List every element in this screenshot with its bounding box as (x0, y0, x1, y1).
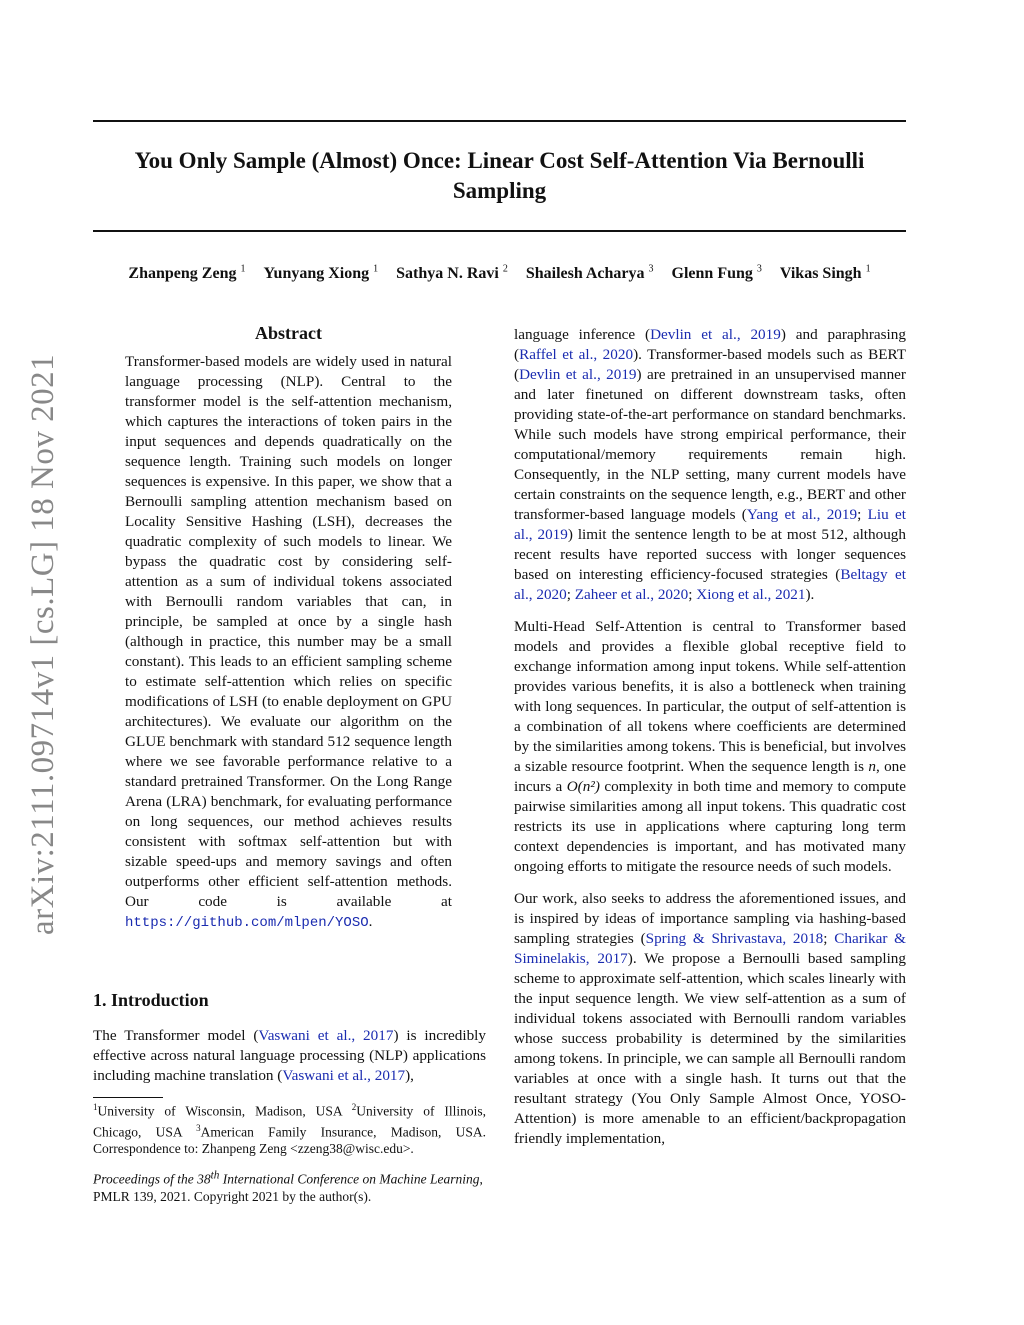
citation-link[interactable]: Devlin et al., 2019 (650, 326, 781, 343)
citation-link[interactable]: Vaswani et al., 2017 (282, 1067, 406, 1084)
citation-link[interactable]: Raffel et al., 2020 (519, 346, 634, 363)
arxiv-identifier: arXiv:2111.09714v1 [cs.LG] 18 Nov 2021 (25, 353, 61, 935)
citation-link[interactable]: Xiong et al., 2021 (696, 586, 806, 603)
citation-link[interactable]: Spring & Shrivastava, 2018 (645, 930, 824, 947)
body-paragraph: Multi-Head Self-Attention is central to Transformer based models and provides a flexible global receptive field to exchange information among input tokens. While self-attention provides various benefits, it is also a bottleneck when training with long sequences. In particular, the output of self-attention is a combination of all tokens where coefficients are determined by the similarities among tokens. This is beneficial, but involves a sizable resource footprint. When the sequence length is n, one incurs a O(n²) complexity in both time and memory to compute pairwise similarities among all input tokens. This quadratic cost restricts its use in applications where capturing long term context dependencies is important, and has motivated many ongoing efforts to mitigate the resource needs of such models. (514, 618, 907, 875)
abstract-section (125, 320, 452, 933)
author: Yunyang Xiong $^1$ (263, 264, 379, 283)
citation-link[interactable]: Liu et al., 2019 (514, 506, 906, 543)
math-symbol: n (868, 758, 876, 775)
author: Shailesh Acharya $^3$ (525, 264, 654, 283)
abstract-heading: Abstract (255, 323, 322, 343)
affiliation-footnote: $^1$University of Wisconsin, Madison, USA $^2$University of Illinois, Chicago, USA $^3$American Family Insurance, Madison, USA. Correspondence to: Zhanpeng Zeng <zzeng38@wisc.edu>. (93, 1102, 486, 1156)
proceedings-note: Proceedings of the 38th International Conference on Machine Learning, PMLR 139, 2021. Copyright 2021 by the author(s). (93, 1169, 483, 1204)
title-top-rule (93, 120, 906, 122)
introduction-paragraph: The Transformer model (Vaswani et al., 2017) is incredibly effective across natural language processing (NLP) applications including machine translation (Vaswani et al., 2017), (93, 1027, 486, 1084)
footnote-divider (93, 1097, 163, 1098)
author: Vikas Singh $^1$ (779, 264, 871, 283)
body-paragraph: Our work, also seeks to address the aforementioned issues, and is inspired by ideas of importance sampling via hashing-based sampling strategies (Spring & Shrivastava, 2018; Charikar & Siminelakis, 2017). We propose a Bernoulli based sampling scheme to approximate self-attention, which scales linearly with the input sequence length. We view self-attention as a sum of individual tokens associated with Bernoulli random variables whose success probability is determined by the similarities among tokens. In principle, we can sample all Bernoulli random variables at once with a single hash. It turns out that the resultant strategy (You Only Sample Almost Once, YOSO-Attention) is more amenable to an efficient/backpropagation friendly implementation, (514, 890, 906, 1147)
author: Glenn Fung $^3$ (671, 264, 762, 283)
right-column (514, 325, 906, 1161)
body-paragraph: language inference (Devlin et al., 2019) and paraphrasing (Raffel et al., 2020). Transformer-based models such as BERT (Devlin et al., 2019) are pretrained in an unsupervised manner and later finetuned on different downstream tasks, often providing state-of-the-art performance on standard benchmarks. While such models have strong empirical performance, their computational/memory requirements remain high. Consequently, in the NLP setting, many current models have certain constraints on the sequence length, e.g., BERT and other transformer-based language models (Yang et al., 2019; Liu et al., 2019) limit the sentence length to be at most 512, although recent results have reported success with longer sequences based on interesting efficiency-focused strategies (Beltagy et al., 2020; Zaheer et al., 2020; Xiong et al., 2021). (514, 326, 906, 603)
citation-link[interactable]: Zaheer et al., 2020 (574, 586, 689, 603)
math-expression: O(n²) (566, 778, 600, 795)
citation-link[interactable]: Beltagy et al., 2020 (514, 566, 906, 603)
abstract-text: Transformer-based models are widely used in natural language processing (NLP). Central to the transformer model is the self-attention mechanism, which captures the interactions of token pairs in the input sequences and depends quadratically on the sequence length. Training such models on longer sequences is expensive. In this paper, we show that a Bernoulli sampling attention mechanism based on Locality Sensitive Hashing (LSH), decreases the quadratic complexity of such models to linear. We bypass the quadratic cost by considering self-attention as a sum of individual tokens associated with Bernoulli random variables that can, in principle, be sampled at once by a single hash (although in practice, this number may be a small constant). This leads to an efficient sampling scheme to estimate self-attention which relies on specific modifications of LSH (to enable deployment on GPU architectures). We evaluate our algorithm on the GLUE benchmark with standard 512 sequence length where we see favorable performance relative to a standard pretrained Transformer. On the Long Range Arena (LRA) benchmark, for evaluating performance on long sequences, our method achieves results consistent with softmax self-attention but with sizable speed-ups and memory savings and often outperforms other efficient self-attention methods. Our code is available at https://github.com/mlpen/YOSO. (125, 353, 452, 931)
citation-link[interactable]: Yang et al., 2019 (746, 506, 858, 523)
author: Sathya N. Ravi $^2$ (396, 264, 508, 283)
author: Zhanpeng Zeng $^1$ (128, 264, 246, 283)
citation-link[interactable]: Devlin et al., 2019 (519, 366, 637, 383)
introduction-heading: 1. Introduction (93, 990, 209, 1010)
title-bottom-rule (93, 230, 906, 232)
paper-title: You Only Sample (Almost) Once: Linear Cost Self-Attention Via Bernoulli Sampling (134, 148, 865, 203)
author-list (93, 264, 906, 283)
citation-link[interactable]: Charikar & Siminelakis, 2017 (514, 930, 906, 967)
citation-link[interactable]: Vaswani et al., 2017 (258, 1027, 394, 1044)
code-link[interactable]: https://github.com/mlpen/YOSO (125, 915, 369, 931)
left-column (125, 320, 452, 933)
